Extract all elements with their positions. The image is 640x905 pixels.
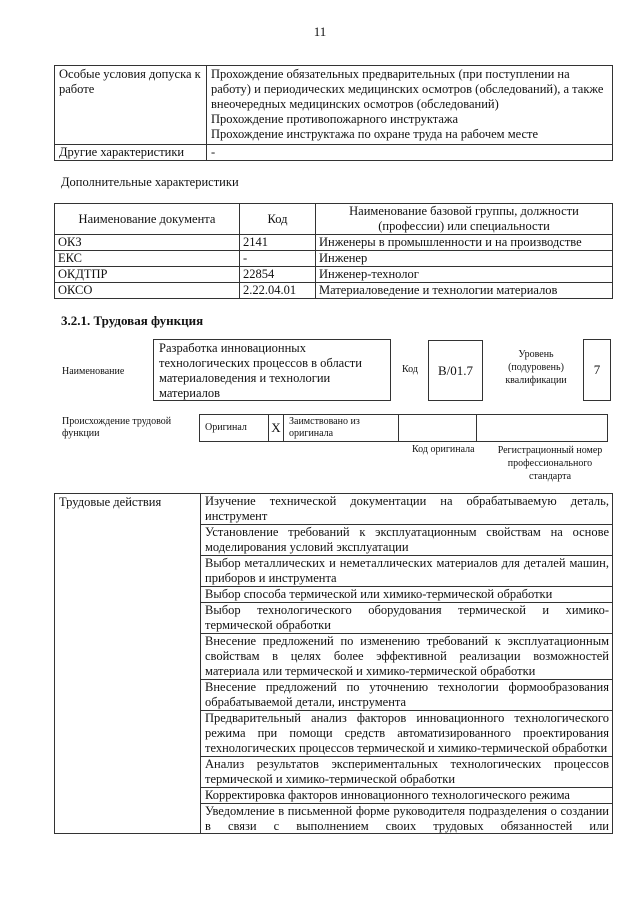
cell: Материаловедение и технологии материалов <box>316 283 613 299</box>
code-label: Код <box>402 364 418 375</box>
cell: 2.22.04.01 <box>240 283 316 299</box>
origin-label: Происхождение трудовой функции <box>62 416 172 439</box>
name-value-box: Разработка инновационных технологических процессов в области материаловедения и технологии материалов <box>153 339 391 401</box>
cell: ОКСО <box>55 283 240 299</box>
table-row <box>200 415 608 442</box>
row-label: Особые условия допуска к работе <box>55 66 207 145</box>
cell: ОКДТПР <box>55 267 240 283</box>
table-row <box>55 283 613 299</box>
origin-borrowed-cell: Заимствовано из оригинала <box>284 415 399 442</box>
table-row <box>55 145 613 161</box>
labor-action-item: Выбор технологического оборудования термической и химико-термической обработки <box>201 603 613 634</box>
table-row <box>55 66 613 145</box>
table-row <box>55 494 613 525</box>
conditions-table <box>54 65 613 161</box>
table-row <box>55 235 613 251</box>
row-label: Другие характеристики <box>55 145 207 161</box>
cell: ОКЗ <box>55 235 240 251</box>
cell: Инженеры в промышленности и на производстве <box>316 235 613 251</box>
cell: ЕКС <box>55 251 240 267</box>
table-row <box>55 251 613 267</box>
table-row <box>55 267 613 283</box>
origin-table <box>199 414 608 442</box>
origin-original-cell: Оригинал <box>200 415 269 442</box>
additional-table <box>54 203 613 299</box>
column-header: Наименование базовой группы, должности (профессии) или специальности <box>316 204 613 235</box>
cell: Инженер <box>316 251 613 267</box>
labor-actions-table <box>54 493 613 834</box>
original-code-caption: Код оригинала <box>412 444 475 455</box>
cell: Инженер-технолог <box>316 267 613 283</box>
table-header-row <box>55 204 613 235</box>
condition-line: Прохождение обязательных предварительных (при поступлении на работу) и периодических медицинских осмотров (обследований), а также внеочередных медицинских осмотров (обследований) <box>211 67 604 111</box>
labor-action-item: Предварительный анализ факторов инновационного технологического режима при помощи средств автоматизированного проектирования технологических процессов термической и химико-термической обработки <box>201 711 613 757</box>
labor-action-item: Выбор металлических и неметаллических материалов для деталей машин, приборов и инструмента <box>201 556 613 587</box>
labor-action-item: Корректировка факторов инновационного технологического режима <box>201 788 613 804</box>
row-value <box>207 66 613 145</box>
column-header: Код <box>240 204 316 235</box>
labor-action-item <box>201 804 613 834</box>
registration-number-caption: Регистрационный номер профессионального стандарта <box>497 445 603 482</box>
registration-number-cell <box>477 415 608 442</box>
labor-action-item-text: Уведомление в письменной форме руководителя подразделения о создании в связи с выполнением своих трудовых обязанностей или <box>205 804 609 833</box>
additional-heading: Дополнительные характеристики <box>61 175 239 189</box>
labor-action-item: Изучение технической документации на обрабатываемую деталь, инструмент <box>201 494 613 525</box>
condition-line: Прохождение инструктажа по охране труда на рабочем месте <box>211 127 539 141</box>
original-code-cell <box>399 415 477 442</box>
cell: 2141 <box>240 235 316 251</box>
labor-action-item: Установление требований к эксплуатационным свойствам на основе моделирования условий эксплуатации <box>201 525 613 556</box>
page-number: 11 <box>313 24 327 39</box>
row-value: - <box>207 145 613 161</box>
labor-action-item: Анализ результатов экспериментальных технологических процессов термической и химико-термической обработки <box>201 757 613 788</box>
code-value-box: B/01.7 <box>428 340 483 401</box>
condition-line: Прохождение противопожарного инструктажа <box>211 112 459 126</box>
labor-action-item: Выбор способа термической или химико-термической обработки <box>201 587 613 603</box>
name-label: Наименование <box>62 366 125 377</box>
labor-action-item: Внесение предложений по уточнению технологии формообразования обрабатываемой детали, инструмента <box>201 680 613 711</box>
column-header: Наименование документа <box>55 204 240 235</box>
cell: 22854 <box>240 267 316 283</box>
labor-action-item: Внесение предложений по изменению требований к эксплуатационным свойствам в целях более эффективной реализации возможностей материала или термической и химико-термической обработки <box>201 634 613 680</box>
labor-actions-label: Трудовые действия <box>55 494 201 834</box>
origin-mark-cell: X <box>269 415 284 442</box>
cell: - <box>240 251 316 267</box>
labor-function-heading: 3.2.1. Трудовая функция <box>61 313 204 328</box>
qualification-level-label: Уровень (подуровень) квалификации <box>505 349 567 386</box>
qualification-level-box: 7 <box>583 339 611 401</box>
